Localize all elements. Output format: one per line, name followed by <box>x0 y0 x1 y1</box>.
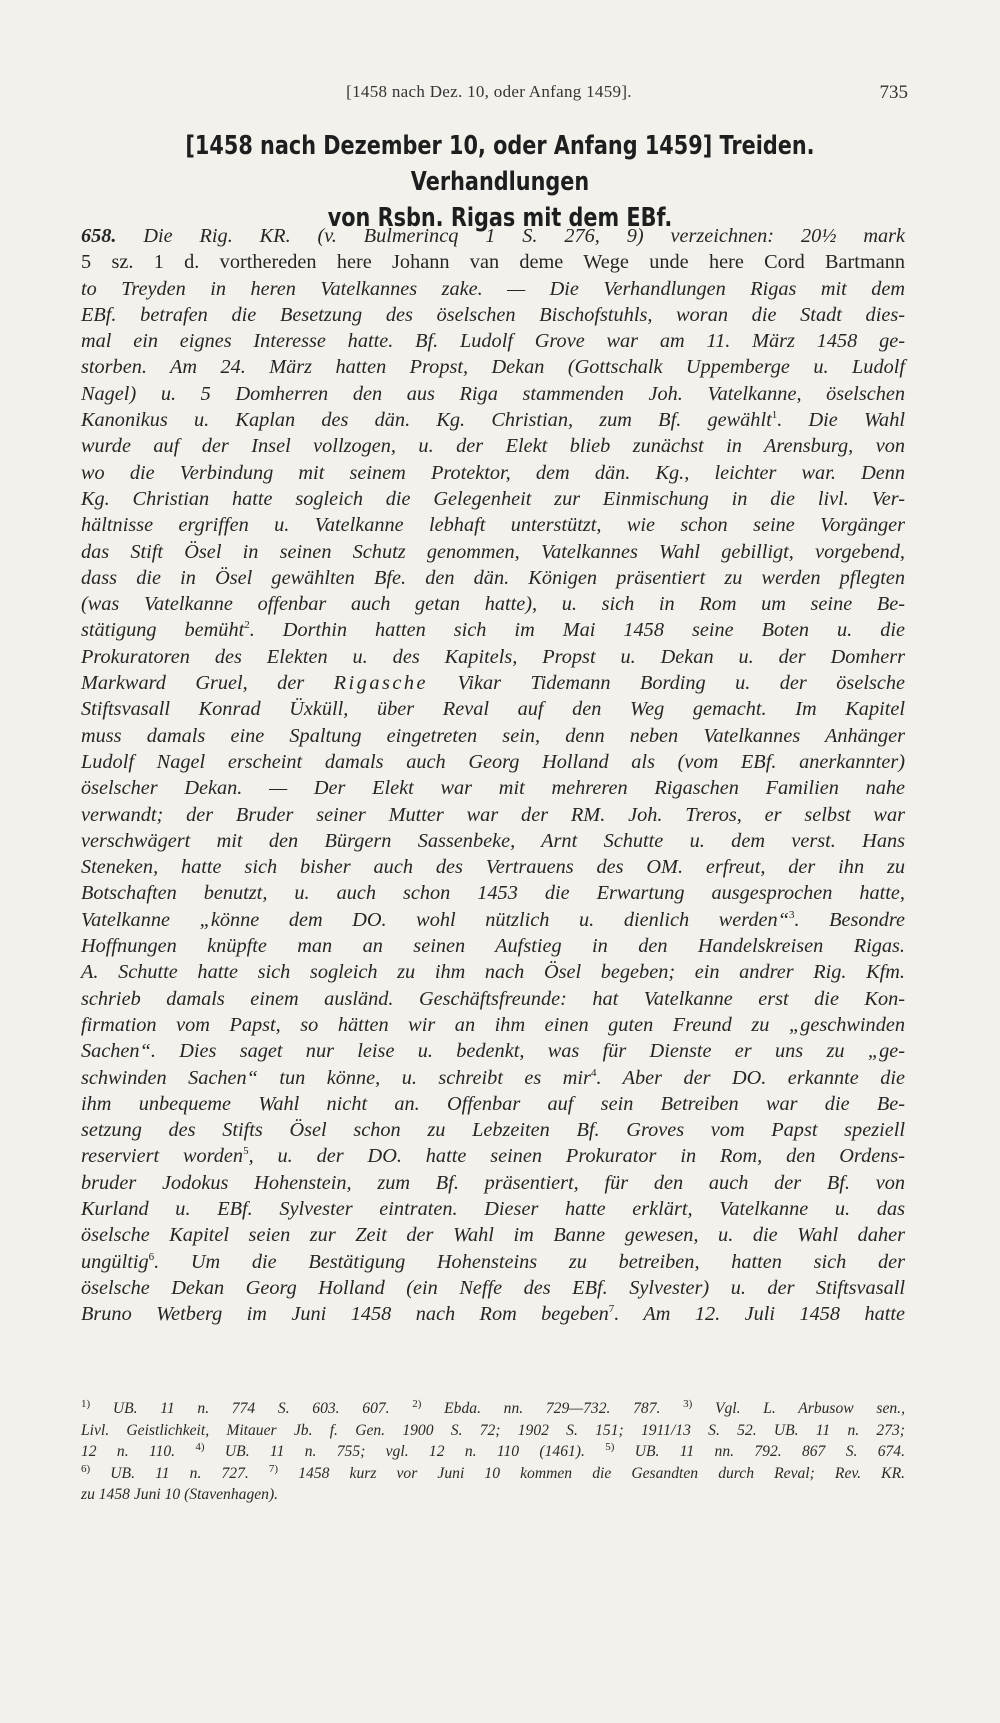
text-line <box>81 1065 905 1091</box>
entry-number: 658. <box>81 225 117 247</box>
text-run: . Besondre <box>794 908 905 931</box>
text-line: schrieb damals einem ausländ. Geschäftsfreunde: hat Vatelkanne erst die Kon- <box>81 987 905 1010</box>
text-line: verschwägert mit den Bürgern Sassenbeke, Arnt Schutte u. dem verst. Hans <box>81 829 905 852</box>
text-line: to Treyden in heren Vatelkannes zake. — Die Verhandlungen Rigas mit dem <box>81 277 905 300</box>
footnote-ref: 7 <box>608 1303 615 1316</box>
text-line <box>81 1143 905 1169</box>
text-run: ungültig <box>81 1250 149 1273</box>
text-line: 5 sz. 1 d. vorthereden here Johann van deme Wege unde here Cord Bartmann <box>81 251 905 274</box>
footnote-3: Vgl. L. Arbusow sen., <box>692 1400 905 1417</box>
footnote-ref: 1 <box>771 409 778 422</box>
text-run: . Um die Bestätigung Hohensteins zu betreiben, hatten sich der <box>154 1250 905 1273</box>
text-line <box>81 223 905 249</box>
footnote-ref: 3 <box>788 908 795 921</box>
text-line: öselsche Kapitel seien zur Zeit der Wahl im Banne gewesen, u. die Wahl daher <box>81 1224 905 1247</box>
footnote-marker: 7) <box>268 1462 279 1475</box>
footnote-5: UB. 11 nn. 792. 867 S. 674. <box>614 1443 906 1460</box>
entry-body <box>81 223 905 1327</box>
footnotes <box>81 1398 905 1506</box>
text-line: das Stift Ösel in seinen Schutz genommen, Vatelkannes Wahl gebilligt, vorgebend, <box>81 540 905 563</box>
footnote-ref: 4 <box>590 1066 597 1079</box>
footnote-ref: 5 <box>243 1145 249 1158</box>
text-line: A. Schutte hatte sich sogleich zu ihm nach Ösel begeben; ein andrer Rig. Kfm. <box>81 961 905 984</box>
text-run: Markward Gruel, der <box>81 672 334 695</box>
text-line: hältnisse ergriffen u. Vatelkanne lebhaft unterstützt, wie schon seine Vorgänger <box>81 514 905 537</box>
text-line: Ludolf Nagel erscheint damals auch Georg Holland als (vom EBf. anerkannter) <box>81 750 905 773</box>
text-line: EBf. betrafen die Besetzung des öselschen Bischofstuhls, woran die Stadt dies- <box>81 303 905 326</box>
heading-line-2: von Rsbn. Rigas mit dem EBf. <box>327 203 673 233</box>
text-run: Kanonikus u. Kaplan des dän. Kg. Christian, zum Bf. gewählt <box>81 409 772 432</box>
footnote-1: UB. 11 n. 774 S. 603. 607. <box>90 1400 390 1417</box>
text-run: Vikar Tidemann Bording u. der öselsche <box>428 672 905 695</box>
text-line: setzung des Stifts Ösel schon zu Lebzeiten Bf. Groves vom Papst speziell <box>81 1119 905 1142</box>
footnote-line: Livl. Geistlichkeit, Mitauer Jb. f. Gen. 1900 S. 72; 1902 S. 151; 1911/13 S. 52. UB. 11 n. 273; <box>81 1421 905 1439</box>
footnote-6: UB. 11 n. 727. <box>90 1464 249 1482</box>
text-run: . Die Wahl <box>777 409 905 432</box>
text-line: storben. Am 24. März hatten Propst, Dekan (Gottschalk Uppemberge u. Ludolf <box>81 356 905 379</box>
text-line: Botschaften benutzt, u. auch schon 1453 die Erwartung ausgesprochen hatte, <box>81 882 905 905</box>
footnote-marker: 5) <box>605 1440 615 1453</box>
text-line: Nagel) u. 5 Domherren den aus Riga stammenden Joh. Vatelkanne, öselschen <box>81 382 905 405</box>
footnote-4: UB. 11 n. 755; vgl. 12 n. 110 (1461). <box>204 1443 585 1460</box>
section-heading <box>176 128 824 236</box>
text-line <box>81 670 905 696</box>
text-run: . Am 12. Juli 1458 hatte <box>614 1303 905 1326</box>
text-line: firmation vom Papst, so hätten wir an ihm einen guten Freund zu „geschwinden <box>81 1013 905 1036</box>
text-line: wo die Verbindung mit seinem Protektor, dem dän. Kg., leichter war. Denn <box>81 461 905 484</box>
text-line: bruder Jodokus Hohenstein, zum Bf. präsentiert, für den auch der Bf. von <box>81 1171 905 1194</box>
text-run: Bruno Wetberg im Juni 1458 nach Rom begeben <box>81 1303 609 1326</box>
text-line: öselsche Dekan Georg Holland (ein Neffe des EBf. Sylvester) u. der Stiftsvasall <box>81 1276 905 1299</box>
text-run: schwinden Sachen“ tun könne, u. schreibt es mir <box>81 1066 591 1089</box>
text-line <box>81 1301 905 1327</box>
footnote-line <box>81 1398 905 1420</box>
text-line: wurde auf der Insel vollzogen, u. der Elekt blieb zunächst in Arensburg, von <box>81 435 905 458</box>
footnote-marker: 3) <box>683 1397 693 1410</box>
footnote-2: Ebda. nn. 729—732. 787. <box>421 1400 661 1417</box>
text-line: ihm unbequeme Wahl nicht an. Offenbar auf sein Betreiben war die Be- <box>81 1092 905 1115</box>
spaced-text: Rigasche <box>333 672 429 695</box>
text-line: dass die in Ösel gewählten Bfe. den dän. Königen präsentiert zu werden pflegten <box>81 566 905 589</box>
text-line <box>81 907 905 933</box>
page-number: 735 <box>879 82 908 103</box>
running-title: [1458 nach Dez. 10, oder Anfang 1459]. <box>346 82 632 101</box>
footnote-marker: 1) <box>81 1397 91 1410</box>
text-run: Vatelkanne „könne dem DO. wohl nützlich u. dienlich werden“ <box>81 908 789 931</box>
text-run: . Aber der DO. erkannte die <box>596 1066 905 1089</box>
footnote-line <box>81 1463 905 1485</box>
text-line: Steneken, hatte sich bisher auch des Vertrauens des OM. erfreut, der ihn zu <box>81 856 905 879</box>
running-head <box>70 82 908 110</box>
text-run: , u. der DO. hatte seinen Prokurator in Rom, den Ordens- <box>248 1145 905 1168</box>
text-line: Kg. Christian hatte sogleich die Gelegenheit zur Einmischung in die livl. Ver- <box>81 487 905 510</box>
footnote-line: zu 1458 Juni 10 (Stavenhagen). <box>81 1486 279 1503</box>
text-line: Sachen“. Dies saget nur leise u. bedenkt, was für Dienste er uns zu „ge- <box>81 1040 905 1063</box>
text-line <box>81 407 905 433</box>
text-line: (was Vatelkanne offenbar auch getan hatte), u. sich in Rom um seine Be- <box>81 593 905 616</box>
footnote-line <box>81 1441 905 1463</box>
heading-line-1: [1458 nach Dezember 10, oder Anfang 1459] Treiden. Verhandlungen <box>185 131 815 197</box>
text-run: reserviert worden <box>81 1145 244 1168</box>
text-line: Kurland u. EBf. Sylvester eintraten. Dieser hatte erklärt, Vatelkanne u. das <box>81 1197 905 1220</box>
text-line: Stiftsvasall Konrad Üxküll, über Reval auf den Weg gemacht. Im Kapitel <box>81 698 905 721</box>
footnote-marker: 4) <box>195 1440 205 1453</box>
footnote-ref: 2 <box>244 619 250 632</box>
text-line: Prokuratoren des Elekten u. des Kapitels, Propst u. Dekan u. der Domherr <box>81 645 905 668</box>
text-line <box>81 1249 905 1275</box>
text-line: muss damals eine Spaltung eingetreten sein, denn neben Vatelkannes Anhänger <box>81 724 905 747</box>
text-run: Die Rig. KR. (v. Bulmerincq 1 S. 276, 9) verzeichnen: 20½ mark <box>116 225 905 247</box>
text-line <box>81 617 905 643</box>
text-run: . Dorthin hatten sich im Mai 1458 seine Boten u. die <box>249 619 905 642</box>
footnote-marker: 6) <box>81 1462 91 1475</box>
footnote-7: 1458 kurz vor Juni 10 kommen die Gesandten durch Reval; Rev. KR. <box>278 1464 905 1482</box>
text-line: öselscher Dekan. — Der Elekt war mit mehreren Rigaschen Familien nahe <box>81 777 905 800</box>
footnote-3-end: 12 n. 110. <box>81 1443 176 1460</box>
text-line: Hoffnungen knüpfte man an seinen Aufstieg in den Handelskreisen Rigas. <box>81 935 905 958</box>
footnote-marker: 2) <box>412 1397 422 1410</box>
footnote-ref: 6 <box>148 1250 155 1263</box>
text-line: mal ein eignes Interesse hatte. Bf. Ludolf Grove war am 11. März 1458 ge- <box>81 330 905 353</box>
text-line: verwandt; der Bruder seiner Mutter war der RM. Joh. Treros, er selbst war <box>81 803 905 826</box>
text-run: stätigung bemüht <box>81 619 245 642</box>
